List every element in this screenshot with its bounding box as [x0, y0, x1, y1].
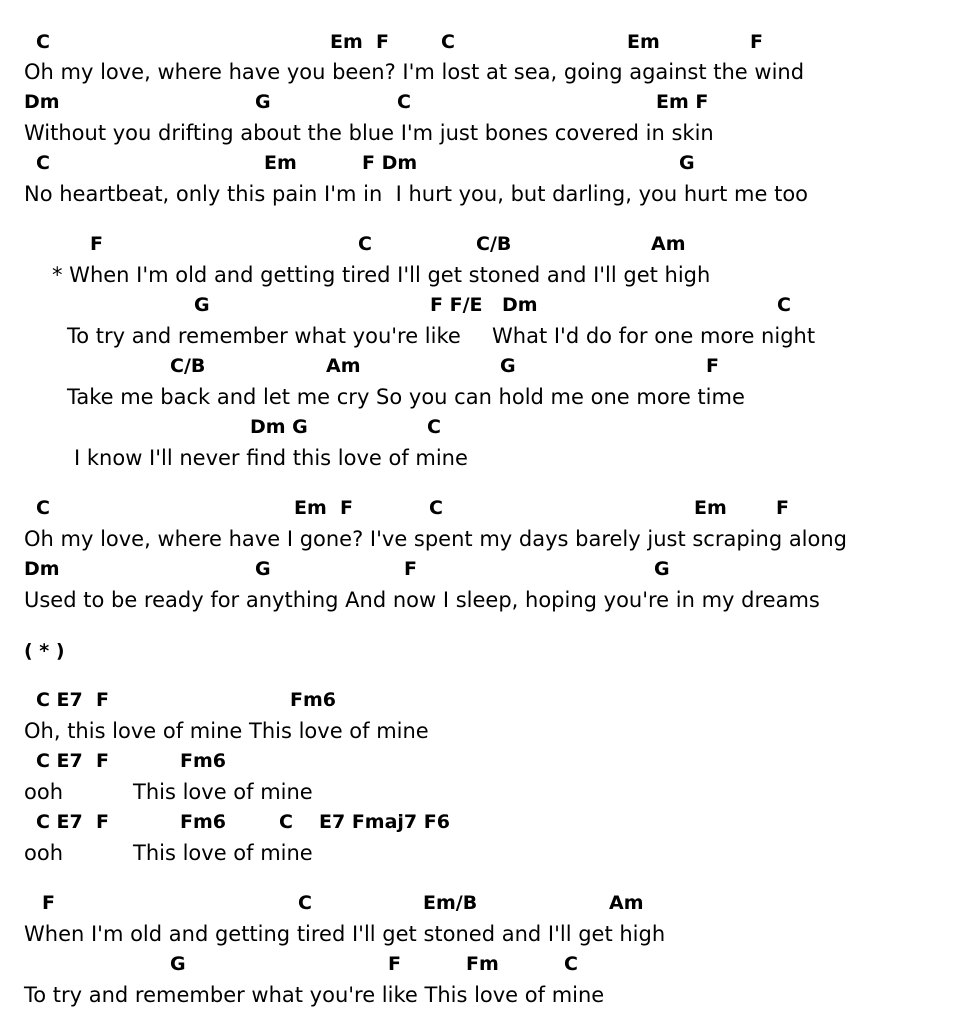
lyric-line: I know I'll never find this love of mine — [74, 446, 468, 470]
lyric-line: No heartbeat, only this pain I'm in I hurt you, but darling, you hurt me too — [24, 182, 809, 206]
chord: C/B — [170, 355, 206, 377]
chord: Em — [294, 497, 327, 519]
lyric-line: This love of mine — [133, 841, 313, 865]
lyric-line: Used to be ready for anything And now I sleep, hoping you're in my dreams — [24, 588, 820, 612]
chord: C E7 F — [36, 811, 109, 833]
chord: Dm — [502, 294, 538, 316]
chord: F F/E — [430, 294, 483, 316]
chord: Fm6 — [180, 750, 226, 772]
chord: Em — [264, 152, 297, 174]
chord: F — [706, 355, 719, 377]
chord: C — [358, 233, 372, 255]
chord: C — [397, 91, 411, 113]
chord: Dm — [24, 91, 60, 113]
lyric-line: To try and remember what you're like — [67, 324, 461, 348]
chord: Dm — [24, 558, 60, 580]
chord: Fm6 — [290, 689, 336, 711]
chord: F — [42, 892, 55, 914]
chord: Em — [627, 31, 660, 53]
chord: C — [441, 31, 455, 53]
chord: F Dm — [362, 152, 418, 174]
chord: G — [500, 355, 516, 377]
lyric-line: * When I'm old and getting tired I'll get stoned and I'll get high — [52, 263, 711, 287]
chord: Fm6 — [180, 811, 226, 833]
lyric-line: Without you drifting about the blue I'm just bones covered in skin — [24, 121, 714, 145]
chord: C — [564, 953, 578, 975]
chord: Am — [651, 233, 686, 255]
lyric-line: Oh, this love of mine This love of mine — [24, 719, 429, 743]
chord: Am — [609, 892, 644, 914]
chord: G — [255, 91, 271, 113]
lyric-line: Oh my love, where have you been? I'm lost at sea, going against the wind — [24, 60, 805, 84]
lyric-line: This love of mine — [133, 780, 313, 804]
chord: C E7 F — [36, 750, 109, 772]
chord: C — [279, 811, 293, 833]
chord: C — [36, 31, 50, 53]
chord: Em F — [656, 91, 709, 113]
chord: G — [170, 953, 186, 975]
lyric-line: When I'm old and getting tired I'll get stoned and I'll get high — [24, 922, 666, 946]
lyric-line: What I'd do for one more night — [492, 324, 816, 348]
chord: E7 Fmaj7 F6 — [319, 811, 450, 833]
chord: F — [340, 497, 353, 519]
chord: Em — [694, 497, 727, 519]
chord: Em/B — [423, 892, 478, 914]
chord: Em — [330, 31, 363, 53]
chord: F — [404, 558, 417, 580]
chord: Fm — [466, 953, 499, 975]
lyric-line: Oh my love, where have I gone? I've spent my days barely just scraping along — [24, 527, 848, 551]
chord: C — [298, 892, 312, 914]
chord: C/B — [476, 233, 512, 255]
chord: G — [194, 294, 210, 316]
chord: G — [679, 152, 695, 174]
chord: F — [388, 953, 401, 975]
chord: F — [776, 497, 789, 519]
lyric-line: To try and remember what you're like This love of mine — [24, 983, 605, 1007]
chord: C — [36, 497, 50, 519]
chord: Am — [326, 355, 361, 377]
chord: F — [750, 31, 763, 53]
chord: F — [376, 31, 389, 53]
chord: C E7 F — [36, 689, 109, 711]
chord: C — [429, 497, 443, 519]
chord: G — [255, 558, 271, 580]
chord: C — [777, 294, 791, 316]
chord: Dm G — [250, 416, 308, 438]
chord: C — [36, 152, 50, 174]
lyric-line: Take me back and let me cry So you can hold me one more time — [67, 385, 745, 409]
lyric-line: ooh — [24, 780, 64, 804]
chord: F — [90, 233, 103, 255]
chord: G — [654, 558, 670, 580]
repeat-marker: ( * ) — [24, 640, 65, 662]
chord: C — [427, 416, 441, 438]
lyric-line: ooh — [24, 841, 64, 865]
